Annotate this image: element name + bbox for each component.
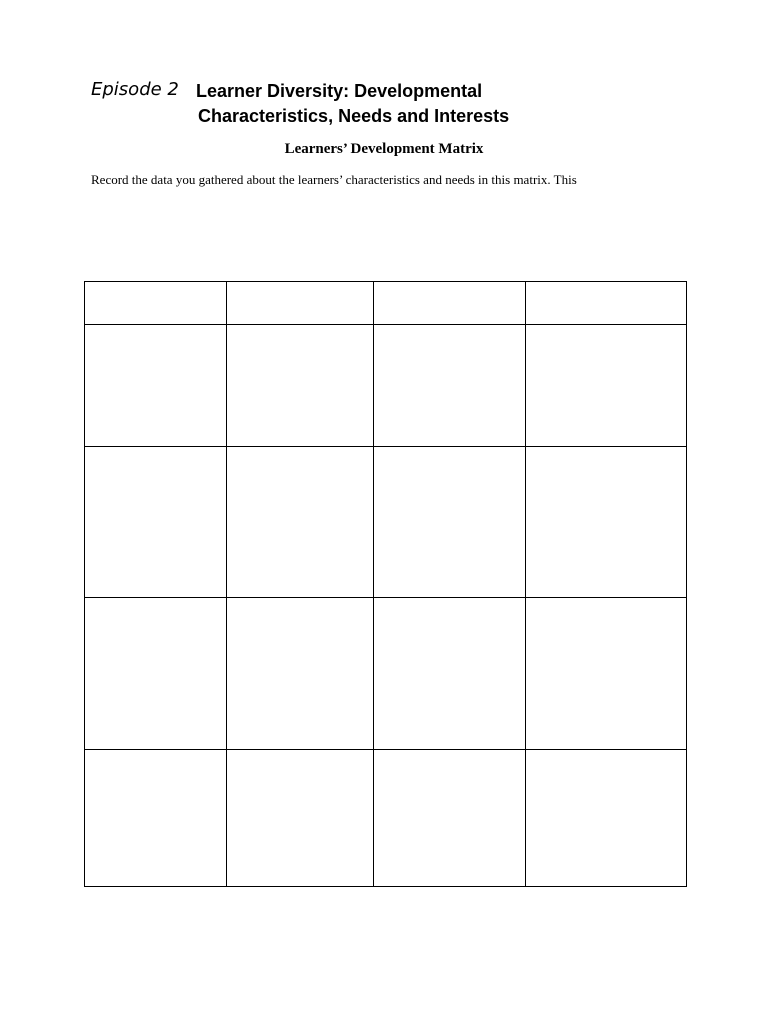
matrix-cell[interactable] bbox=[526, 750, 687, 887]
matrix-cell[interactable] bbox=[526, 447, 687, 598]
episode-label: Episode 2 bbox=[91, 79, 179, 100]
matrix-cell[interactable] bbox=[85, 598, 227, 750]
matrix-cell[interactable] bbox=[85, 325, 227, 447]
episode-title-line-2: Characteristics, Needs and Interests bbox=[198, 106, 510, 126]
matrix-row bbox=[85, 598, 687, 750]
matrix-cell[interactable] bbox=[85, 447, 227, 598]
matrix-cell[interactable] bbox=[227, 598, 374, 750]
matrix-cell[interactable] bbox=[526, 598, 687, 750]
matrix-row bbox=[85, 750, 687, 887]
matrix-row bbox=[85, 447, 687, 598]
matrix-row bbox=[85, 325, 687, 447]
matrix-cell[interactable] bbox=[526, 282, 687, 325]
matrix-instructions: Record the data you gathered about the learners’ characteristics and needs in this matrix. This bbox=[91, 172, 577, 187]
matrix-cell[interactable] bbox=[227, 447, 374, 598]
matrix-title: Learners’ Development Matrix bbox=[284, 141, 484, 157]
matrix-cell[interactable] bbox=[374, 282, 526, 325]
matrix-cell[interactable] bbox=[227, 750, 374, 887]
matrix-cell[interactable] bbox=[374, 325, 526, 447]
matrix-header-row bbox=[85, 282, 687, 325]
matrix-cell[interactable] bbox=[374, 447, 526, 598]
matrix-cell[interactable] bbox=[227, 325, 374, 447]
development-matrix-table bbox=[84, 281, 687, 887]
matrix-cell[interactable] bbox=[526, 325, 687, 447]
matrix-cell[interactable] bbox=[85, 750, 227, 887]
matrix-cell[interactable] bbox=[85, 282, 227, 325]
matrix-cell[interactable] bbox=[227, 282, 374, 325]
episode-title-line-1: Learner Diversity: Developmental bbox=[196, 81, 483, 101]
matrix-cell[interactable] bbox=[374, 598, 526, 750]
matrix-cell[interactable] bbox=[374, 750, 526, 887]
